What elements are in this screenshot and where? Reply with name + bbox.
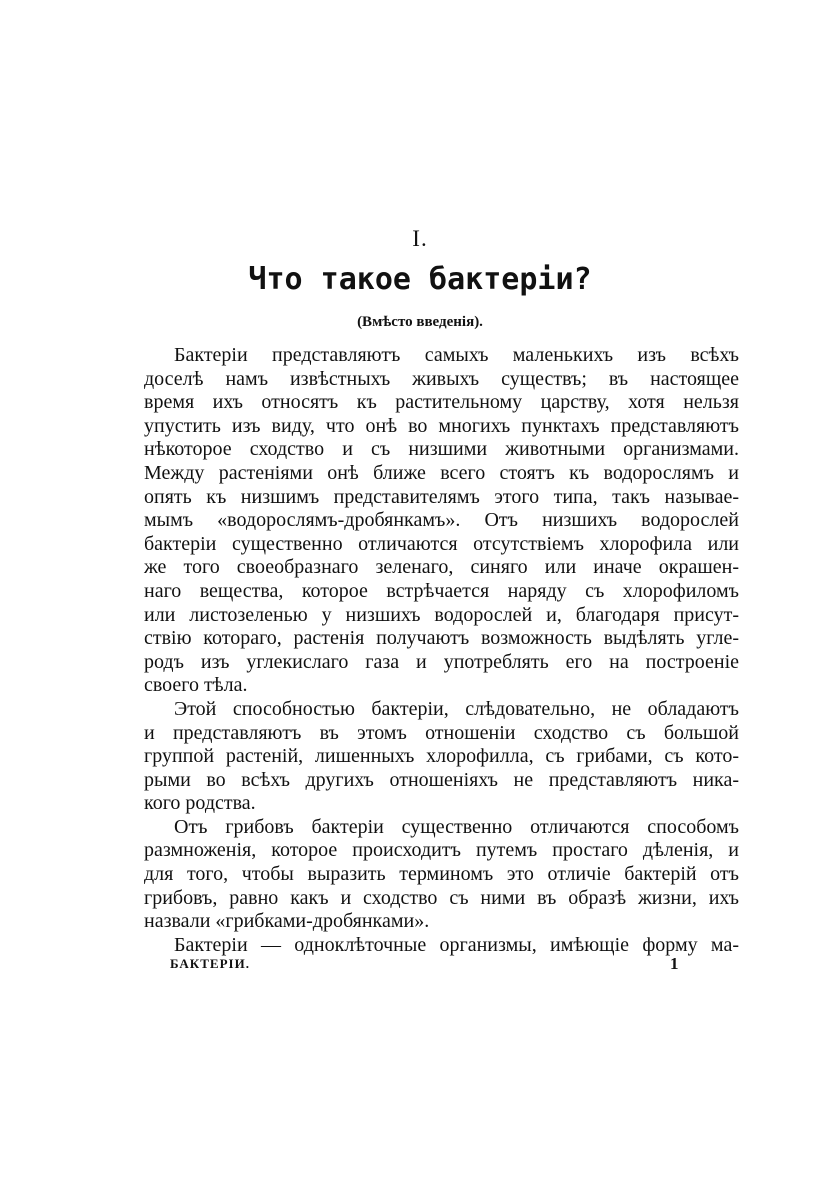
- chapter-number: I.: [412, 226, 428, 251]
- page-number: 1: [670, 954, 679, 973]
- text-line: кого родства.: [144, 792, 256, 815]
- text-line: нѣкоторое сходство и съ низшими животными организмами.: [144, 438, 739, 461]
- text-line: ствію котораго, растенія получаютъ возможность выдѣлять угле-: [144, 627, 739, 650]
- text-line: бактеріи существенно отличаются отсутствіемъ хлорофила или: [144, 532, 739, 555]
- text-line: назвали «грибками-дробянками».: [144, 910, 430, 933]
- text-line: Этой способностью бактеріи, слѣдовательно, не обладаютъ: [174, 697, 739, 720]
- text-line: для того, чтобы выразить терминомъ это отличіе бактерій отъ: [144, 863, 739, 886]
- text-line: Бактеріи — одноклѣточные организмы, имѣющіе форму ма-: [174, 933, 739, 956]
- text-line: Отъ грибовъ бактеріи существенно отличаются способомъ: [174, 815, 739, 838]
- text-line: или листозеленью у низшихъ водорослей и, благодаря присут-: [144, 603, 739, 626]
- text-line: Между растеніями онѣ ближе всего стоятъ къ водорослямъ и: [144, 461, 739, 484]
- text-line: же того своеобразнаго зеленаго, синяго или иначе окрашен-: [144, 556, 739, 579]
- text-line: родъ изъ углекислаго газа и употреблять его на построеніе: [144, 650, 739, 673]
- body-text: [144, 344, 739, 957]
- text-line: упустить изъ виду, что онѣ во многихъ пунктахъ представляютъ: [144, 414, 739, 437]
- running-title: БАКТЕРІИ.: [170, 956, 250, 971]
- chapter-subtitle: (Вмѣсто введенія).: [357, 314, 483, 330]
- text-line: грибовъ, равно какъ и сходство съ ними въ образѣ жизни, ихъ: [144, 886, 739, 909]
- text-line: время ихъ относятъ къ растительному царству, хотя нельзя: [144, 391, 739, 414]
- text-line: группой растеній, лишенныхъ хлорофилла, съ грибами, съ кото-: [144, 745, 739, 768]
- chapter-title: Что такое бактеріи?: [248, 262, 592, 297]
- text-line: размноженія, которое происходитъ путемъ простаго дѣленія, и: [144, 839, 739, 862]
- text-line: доселѣ намъ извѣстныхъ живыхъ существъ; въ настоящее: [144, 367, 739, 390]
- text-line: своего тѣла.: [144, 674, 248, 697]
- text-line: опять къ низшимъ представителямъ этого типа, такъ называе-: [144, 485, 739, 508]
- text-line: и представляютъ въ этомъ отношеніи сходство съ большой: [144, 721, 739, 744]
- text-line: наго вещества, которое встрѣчается наряду съ хлорофиломъ: [144, 579, 739, 602]
- text-line: Бактеріи представляютъ самыхъ маленькихъ изъ всѣхъ: [174, 344, 739, 366]
- text-line: мымъ «водорослямъ-дробянкамъ». Отъ низшихъ водорослей: [144, 509, 739, 532]
- text-line: рыми во всѣхъ другихъ отношеніяхъ не представляютъ ника-: [144, 768, 739, 791]
